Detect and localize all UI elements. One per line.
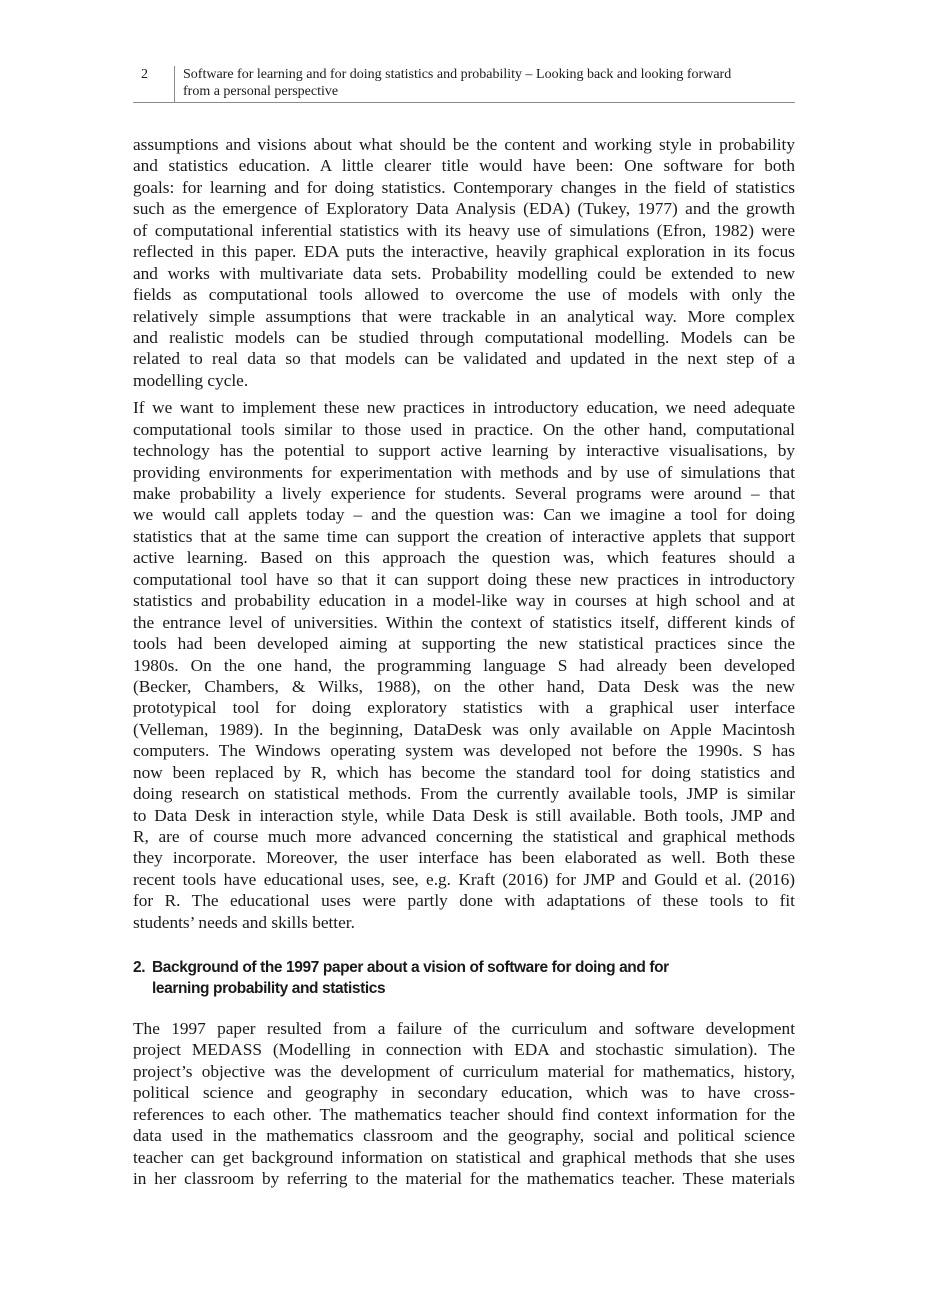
text-line: to Data Desk in interaction style, while Data Desk is still available. Both tools, JMP and <box>133 805 795 825</box>
text-line: such as the emergence of Exploratory Data Analysis (EDA) (Tukey, 1977) and the growth <box>133 199 795 219</box>
text-line: computational tool have so that it can support doing these new practices in introductory <box>133 569 795 589</box>
header-divider <box>174 66 175 103</box>
running-title <box>183 66 798 100</box>
text-line: doing research on statistical methods. From the currently available tools, JMP is similar <box>133 784 795 804</box>
text-line: project MEDASS (Modelling in connection with EDA and stochastic simulation). The <box>133 1040 795 1060</box>
text-line: teacher can get background information on statistical and graphical methods that she uses <box>133 1147 795 1167</box>
body-text <box>133 134 795 933</box>
text-line: for R. The educational uses were partly done with adaptations of these tools to fit <box>133 891 795 911</box>
running-title-line: from a personal perspective <box>183 84 339 99</box>
text-line: relatively simple assumptions that were trackable in an analytical way. More complex <box>133 306 795 326</box>
text-line: make probability a lively experience for students. Several programs were around – that <box>133 484 795 503</box>
text-line: (Becker, Chambers, & Wilks, 1988), on the other hand, Data Desk was the new <box>133 676 795 696</box>
text-line: assumptions and visions about what should be the content and working style in probability <box>133 135 795 154</box>
section-2-body <box>133 1018 795 1190</box>
text-line: and statistics education. A little clearer title would have been: One software for both <box>133 156 795 176</box>
text-line: now been replaced by R, which has become the standard tool for doing statistics and <box>133 762 795 782</box>
section-number: 2. <box>133 959 146 976</box>
text-line: political science and geography in secondary education, which was to have cross- <box>133 1083 795 1103</box>
text-line: prototypical tool for doing exploratory statistics with a graphical user interface <box>133 698 795 718</box>
text-line: data used in the mathematics classroom and the geography, social and political science <box>133 1126 795 1146</box>
text-line: project’s objective was the development of curriculum material for mathematics, history, <box>133 1061 795 1081</box>
text-line: references to each other. The mathematics teacher should find context information for the <box>133 1104 795 1124</box>
text-line: in her classroom by referring to the material for the mathematics teacher. These materials <box>133 1169 795 1189</box>
text-line: of computational inferential statistics with its heavy use of simulations (Efron, 1982) were <box>133 220 795 240</box>
page-number: 2 <box>141 67 148 82</box>
text-line: reflected in this paper. EDA puts the interactive, heavily graphical exploration in its focus <box>133 242 795 262</box>
paragraph-1 <box>133 134 795 391</box>
running-title-line: Software for learning and for doing statistics and probability – Looking back and looking forward <box>183 67 732 82</box>
text-line: recent tools have educational uses, see, e.g. Kraft (2016) for JMP and Gould et al. (2016) <box>133 869 795 889</box>
text-line: the entrance level of universities. Within the context of statistics itself, different kinds of <box>133 612 795 632</box>
text-line: computational tools similar to those used in practice. On the other hand, computational <box>133 419 795 439</box>
text-line: computers. The Windows operating system was developed not before the 1990s. S has <box>133 741 795 761</box>
text-line: R, are of course much more advanced concerning the statistical and graphical methods <box>133 827 795 846</box>
section-title-line: learning probability and statistics <box>152 980 386 997</box>
text-line: If we want to implement these new practices in introductory education, we need adequate <box>133 398 795 418</box>
text-line: fields as computational tools allowed to overcome the use of models with only the <box>133 285 795 305</box>
text-line: related to real data so that models can be validated and updated in the next step of a <box>133 349 795 369</box>
text-line: technology has the potential to support active learning by interactive visualisations, by <box>133 441 795 461</box>
text-line: and works with multivariate data sets. Probability modelling could be extended to new <box>133 263 795 283</box>
text-line: goals: for learning and for doing statistics. Contemporary changes in the field of statistics <box>133 177 795 197</box>
text-line: they incorporate. Moreover, the user interface has been elaborated as well. Both these <box>133 848 795 868</box>
section-heading <box>133 957 795 999</box>
text-line: statistics that at the same time can support the creation of interactive applets that support <box>133 526 795 546</box>
text-line: we would call applets today – and the question was: Can we imagine a tool for doing <box>133 505 795 525</box>
text-line: providing environments for experimentation with methods and by use of simulations that <box>133 462 795 482</box>
text-line: 1980s. On the one hand, the programming language S had already been developed <box>133 655 795 675</box>
text-line: and realistic models can be studied through computational modelling. Models can be <box>133 327 795 347</box>
paragraph-2 <box>133 397 795 933</box>
section-title <box>152 957 795 999</box>
text-line: The 1997 paper resulted from a failure of the curriculum and software development <box>133 1019 795 1038</box>
running-header <box>133 66 795 103</box>
text-line: statistics and probability education in a model-like way in courses at high school and at <box>133 591 795 611</box>
text-line: active learning. Based on this approach the question was, which features should a <box>133 548 795 568</box>
text-line: modelling cycle. <box>133 370 249 390</box>
text-line: tools had been developed aiming at supporting the new statistical practices since the <box>133 634 795 654</box>
section-title-line: Background of the 1997 paper about a vision of software for doing and for <box>152 959 669 976</box>
text-line: students’ needs and skills better. <box>133 912 355 932</box>
text-line: (Velleman, 1989). In the beginning, DataDesk was only available on Apple Macintosh <box>133 719 795 739</box>
paragraph-3 <box>133 1018 795 1190</box>
